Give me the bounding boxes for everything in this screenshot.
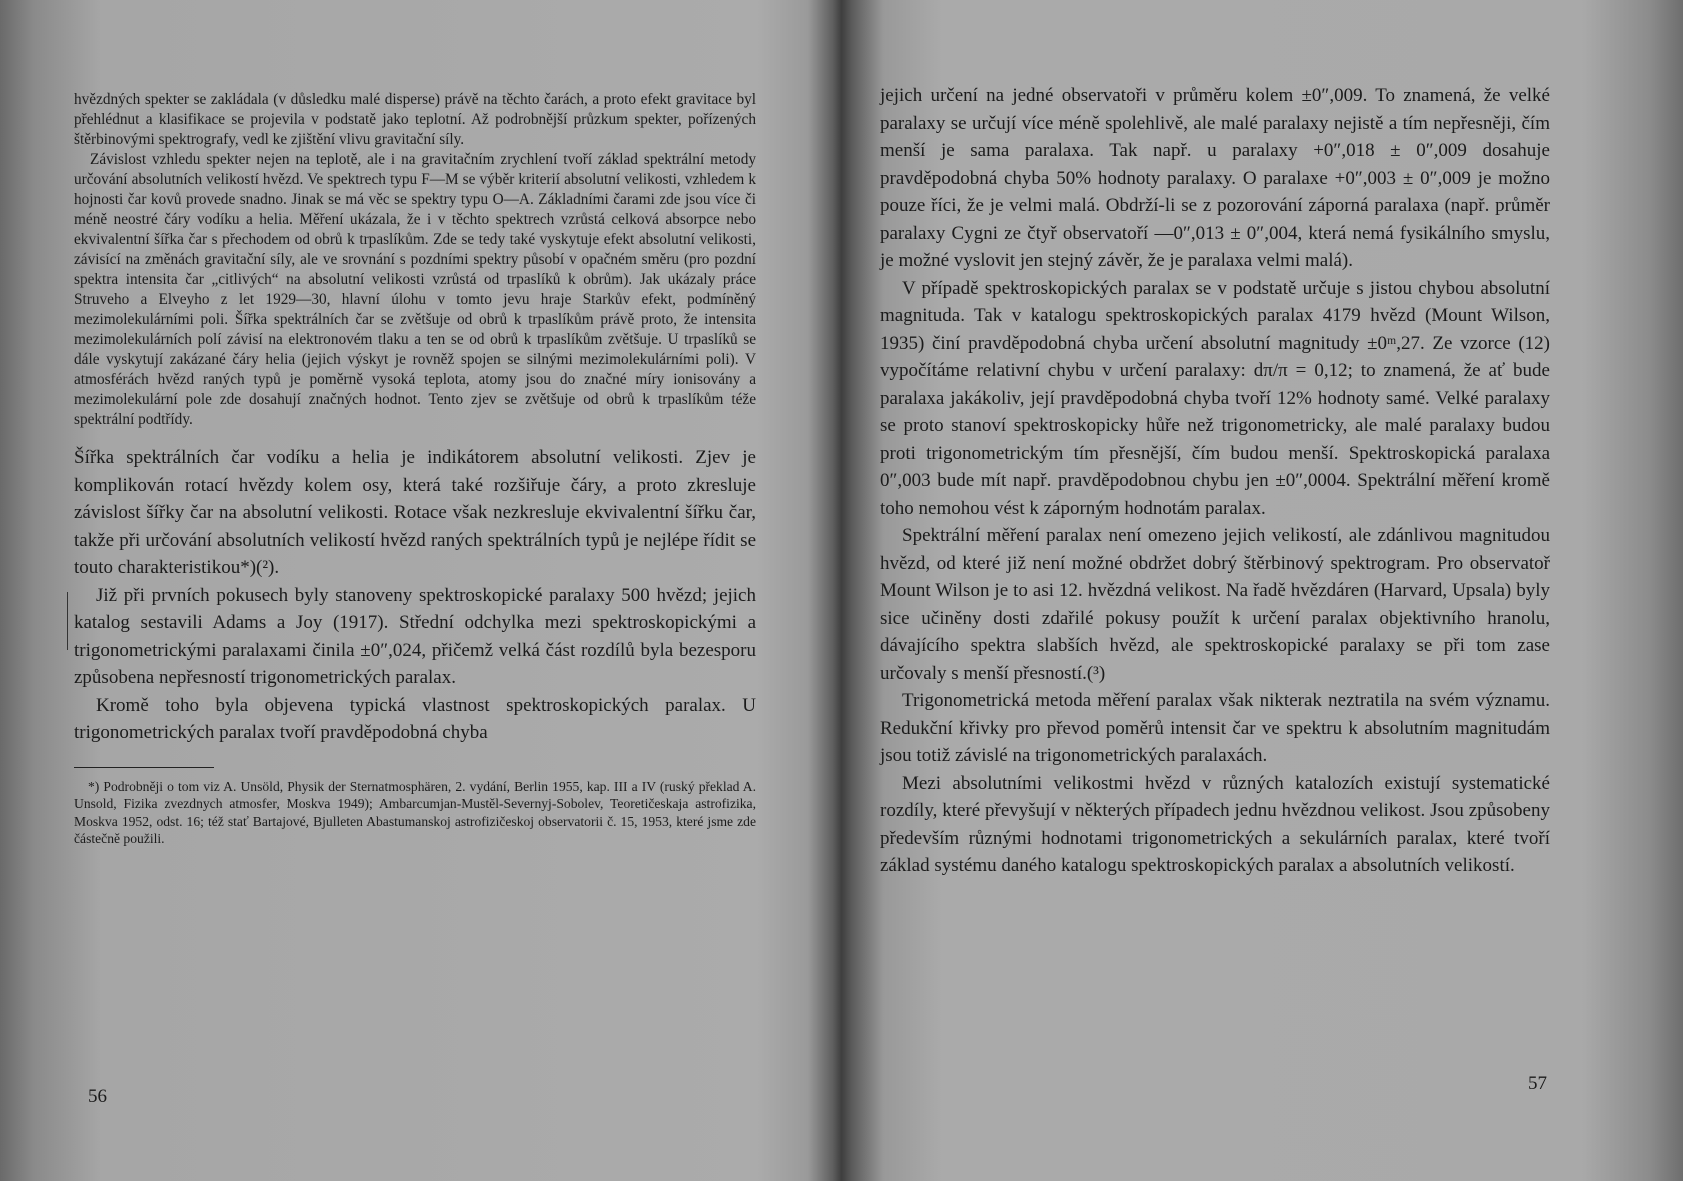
paragraph: Kromě toho byla objevena typická vlastnost spektroskopických paralax. U trigonometrických paralax tvoří pravděpodobná chyba [74, 694, 756, 743]
paragraph: Mezi absolutními velikostmi hvězd v různých katalozích existují systematické rozdíly, které převyšují v některých případech jednu hvězdnou velikost. Jsou způsobeny především různými hodnotami trigonometrických a sekulárních paralax, které tvoří základ systému daného katalogu spektroskopických paralax a absolutních velikostí. [880, 772, 1550, 876]
paragraph: hvězdných spekter se zakládala (v důsledku malé disperse) právě na těchto čarách, a proto efekt gravitace byl přehlédnut a klasifikace se projevila v podstatě jako teplotní. Až podrobnější průzkum spekter, pořízených štěrbinovými spektrografy, vedl ke zjištění vlivu gravitační síly. [74, 91, 756, 148]
paragraph: Závislost vzhledu spekter nejen na teplotě, ale i na gravitačním zrychlení tvoří základ spektrální metody určování absolutních velikostí hvězd. Ve spektrech typu F—M se výběr kriterií absolutní velikosti, vzhledem k hojnosti čar kovů provede snadno. Jinak se má věc se spektry typu O—A. Základními čarami zde jsou více či méně neostré čáry vodíku a helia. Měření ukázala, že i v těchto spektrech vzrůstá celková absorpce nebo ekvivalentní šířka čar s přechodem od obrů k trpaslíkům. Zde se tedy také vyskytuje efekt absolutní velikosti, závisící na změnách gravitační síly, ale ve srovnání s pozdními spektry působí v opačném směru (pro pozdní spektra intensita čar „citlivých“ na absolutní velikosti vzrůstá od trpaslíků k obrům). Jak ukázaly práce Struveho a Elveyho z let 1929—30, hlavní úlohu v tomto jevu hraje Starkův efekt, podmíněný mezimolekulárními poli. Šířka spektrálních čar se zvětšuje od obrů k trpaslíkům právě proto, že intensita mezimolekulárních polí závisí na elektronovém tlaku a ten se od obrů k trpaslíkům zvětšuje. U trpaslíků se dále vyskytují zakázané čáry helia (jejich výskyt je rovněž spojen se silnými mezimolekulárními poli). V atmosférách hvězd raných typů je poměrně vysoká teplota, atomy jsou do značné míry ionisovány a mezimolekulární pole zde dosahují značných hodnot. Tento zjev se zvětšuje od obrů k trpaslíkům téže spektrální podtřídy. [74, 151, 756, 428]
small-print-section [74, 90, 756, 430]
footnote-text: *) Podrobněji o tom viz A. Unsöld, Physik der Sternatmosphären, 2. vydání, Berlin 1955, kap. III a IV (ruský překlad A. Unsold, Fizika zvezdnych atmosfer, Moskva 1949); Ambarcumjan-Mustěl-Severnyj-Sobolev, Teoretičeskaja astrofizika, Moskva 1952, odst. 16; též stať Bartajové, Bjulleten Abastumanskoj astrofizičeskoj observatorii č. 15, 1953, které jsme zde částečně použili. [74, 778, 756, 846]
page-number-right: 57 [1528, 1073, 1547, 1094]
main-text-section [74, 444, 756, 747]
left-page [0, 0, 820, 1181]
page-number-left: 56 [88, 1086, 107, 1107]
paragraph: Spektrální měření paralax není omezeno jejich velikostí, ale zdánlivou magnitudou hvězd, od které již není možné obdržet dobrý štěrbinový spektrogram. Pro observatoř Mount Wilson je to asi 12. hvězdná velikost. Na řadě hvězdáren (Harvard, Upsala) byly sice učiněny dosti zdařilé pokusy použít k určení paralax objektivního hranolu, dávajícího spektra slabších hvězd, ale spektroskopické paralaxy se při tom zase určovaly s menší přesností.(³) [880, 525, 1550, 684]
right-text-block [880, 82, 1550, 880]
footnote [74, 778, 756, 848]
footnote-rule [74, 767, 214, 768]
paragraph: Již při prvních pokusech byly stanoveny spektroskopické paralaxy 500 hvězd; jejich katalog sestavili Adams a Joy (1917). Střední odchylka mezi spektroskopickými a trigonometrickými paralaxami činila ±0″,024, přičemž velká část rozdílů byla bezesporu způsobena nepřesností trigonometrických paralax. [74, 584, 756, 688]
pencil-margin-mark [67, 592, 68, 650]
paragraph: V případě spektroskopických paralax se v podstatě určuje s jistou chybou absolutní magnituda. Tak v katalogu spektroskopických paralax 4179 hvězd (Mount Wilson, 1935) činí pravděpodobná chyba určení absolutní magnitudy ±0ᵐ,27. Ze vzorce (12) vypočítáme relativní chybu v určení paralaxy: dπ/π = 0,12; to znamená, že ať bude paralaxa jakákoliv, její pravděpodobná chyba tvoří 12% hodnoty samé. Velké paralaxy se proto stanoví spektroskopicky hůře než trigonometricky, ale malé paralaxy budou proti trigonometrickým tím přesnější, čím budou menší. Spektroskopická paralaxa 0″,003 bude mít např. pravděpodobnou chybu jen ±0″,0004. Spektrální měření kromě toho nemohou vést k záporným hodnotám paralax. [880, 277, 1550, 519]
left-text-block [74, 90, 756, 848]
paragraph: jejich určení na jedné observatoři v průměru kolem ±0″,009. To znamená, že velké paralaxy se určují více méně spolehlivě, ale malé paralaxy nejistě a tím nepřesněji, čím menší je sama paralaxa. Tak např. u paralaxy +0″,018 ± 0″,009 dosahuje pravděpodobná chyba 50% hodnoty paralaxy. O paralaxe +0″,003 ± 0″,009 je možno pouze říci, že je velmi malá. Obdrží-li se z pozorování záporná paralaxa (např. průměr paralaxy Cygni ze čtyř observatoří —0″,013 ± 0″,004, která nemá fysikálního smyslu, je možné vyslovit jen stejný závěr, že je paralaxa velmi malá). [880, 85, 1550, 271]
paragraph: Šířka spektrálních čar vodíku a helia je indikátorem absolutní velikosti. Zjev je komplikován rotací hvězdy kolem osy, která také rozšiřuje čáry, a proto zkresluje závislost šířky čar na absolutní velikosti. Rotace však nezkresluje ekvivalentní šířku čar, takže při určování absolutních velikostí hvězd raných spektrálních typů je nejlépe řídit se touto charakteristikou*)(²). [74, 447, 756, 578]
paragraph: Trigonometrická metoda měření paralax však nikterak neztratila na svém významu. Redukční křivky pro převod poměrů intensit čar ve spektru k absolutním magnitudám jsou totiž závislé na trigonometrických paralaxách. [880, 690, 1550, 766]
